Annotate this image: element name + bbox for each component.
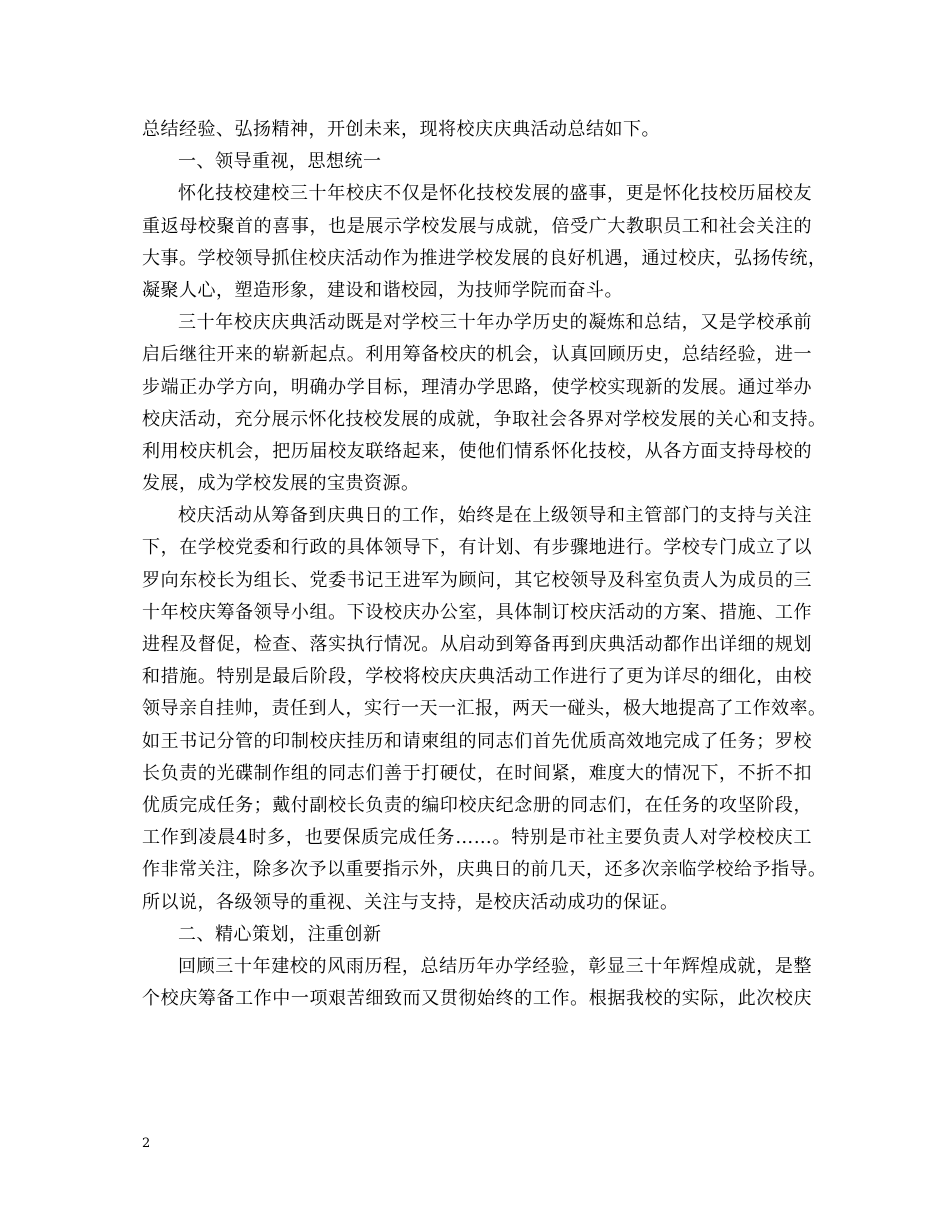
paragraph-line: 领导亲自挂帅，责任到人，实行一天一汇报，两天一碰头，极大地提高了工作效率。 bbox=[142, 698, 827, 720]
paragraph-line: 个校庆筹备工作中一项艰苦细致而又贯彻始终的工作。根据我校的实际，此次校庆 bbox=[142, 988, 812, 1010]
paragraph-line: 重返母校聚首的喜事，也是展示学校发展与成就，倍受广大教职员工和社会关注的 bbox=[142, 215, 812, 237]
paragraph-line: 发展，成为学校发展的宝贵资源。 bbox=[142, 473, 420, 495]
paragraph-line: 如王书记分管的印制校庆挂历和请柬组的同志们首先优质高效地完成了任务；罗校 bbox=[142, 730, 812, 752]
paragraph-line: 利用校庆机会，把历届校友联络起来，使他们情系怀化技校，从各方面支持母校的 bbox=[142, 440, 812, 462]
paragraph-line: 优质完成任务；戴付副校长负责的编印校庆纪念册的同志们，在任务的攻坚阶段， bbox=[142, 794, 812, 816]
section-heading: 二、精心策划，注重创新 bbox=[178, 923, 382, 945]
page-number: 2 bbox=[142, 1136, 151, 1151]
paragraph-line: 三十年校庆庆典活动既是对学校三十年办学历史的凝炼和总结，又是学校承前 bbox=[178, 312, 812, 334]
paragraph-line: 工作到凌晨4时多，也要保质完成任务……。特别是市社主要负责人对学校校庆工 bbox=[142, 827, 812, 849]
paragraph-line: 校庆活动从筹备到庆典日的工作，始终是在上级领导和主管部门的支持与关注 bbox=[178, 505, 812, 527]
paragraph-line: 凝聚人心，塑造形象，建设和谐校园，为技师学院而奋斗。 bbox=[142, 279, 623, 301]
paragraph-line: 罗向东校长为组长、党委书记王进军为顾问，其它校领导及科室负责人为成员的三 bbox=[142, 569, 812, 591]
paragraph-line: 进程及督促，检查、落实执行情况。从启动到筹备再到庆典活动都作出详细的规划 bbox=[142, 634, 812, 655]
paragraph-line: 所以说，各级领导的重视、关注与支持，是校庆活动成功的保证。 bbox=[142, 891, 679, 913]
paragraph-line: 大事。学校领导抓住校庆活动作为推进学校发展的良好机遇，通过校庆，弘扬传统， bbox=[142, 247, 827, 269]
section-heading: 一、领导重视，思想统一 bbox=[178, 151, 382, 173]
paragraph-line: 作非常关注，除多次予以重要指示外，庆典日的前几天，还多次亲临学校给予指导。 bbox=[142, 859, 827, 881]
paragraph-line: 启后继往开来的崭新起点。利用筹备校庆的机会，认真回顾历史，总结经验，进一 bbox=[142, 344, 812, 366]
paragraph-line: 怀化技校建校三十年校庆不仅是怀化技校发展的盛事，更是怀化技校历届校友 bbox=[178, 183, 812, 205]
paragraph-line: 长负责的光碟制作组的同志们善于打硬仗，在时间紧，难度大的情况下，不折不扣 bbox=[142, 762, 812, 784]
paragraph-line: 步端正办学方向，明确办学目标，理清办学思路，使学校实现新的发展。通过举办 bbox=[142, 376, 812, 398]
body-text bbox=[142, 114, 827, 1015]
paragraph-line: 校庆活动，充分展示怀化技校发展的成就，争取社会各界对学校发展的关心和支持。 bbox=[142, 408, 827, 430]
paragraph-line: 回顾三十年建校的风雨历程，总结历年办学经验，彰显三十年辉煌成就，是整 bbox=[178, 955, 812, 977]
paragraph-line: 总结经验、弘扬精神，开创未来，现将校庆庆典活动总结如下。 bbox=[142, 119, 660, 140]
paragraph-line: 十年校庆筹备领导小组。下设校庆办公室，具体制订校庆活动的方案、措施、工作 bbox=[142, 601, 812, 623]
paragraph-line: 和措施。特别是最后阶段，学校将校庆庆典活动工作进行了更为详尽的细化，由校 bbox=[142, 666, 812, 688]
paragraph-line: 下，在学校党委和行政的具体领导下，有计划、有步骤地进行。学校专门成立了以 bbox=[142, 537, 812, 559]
